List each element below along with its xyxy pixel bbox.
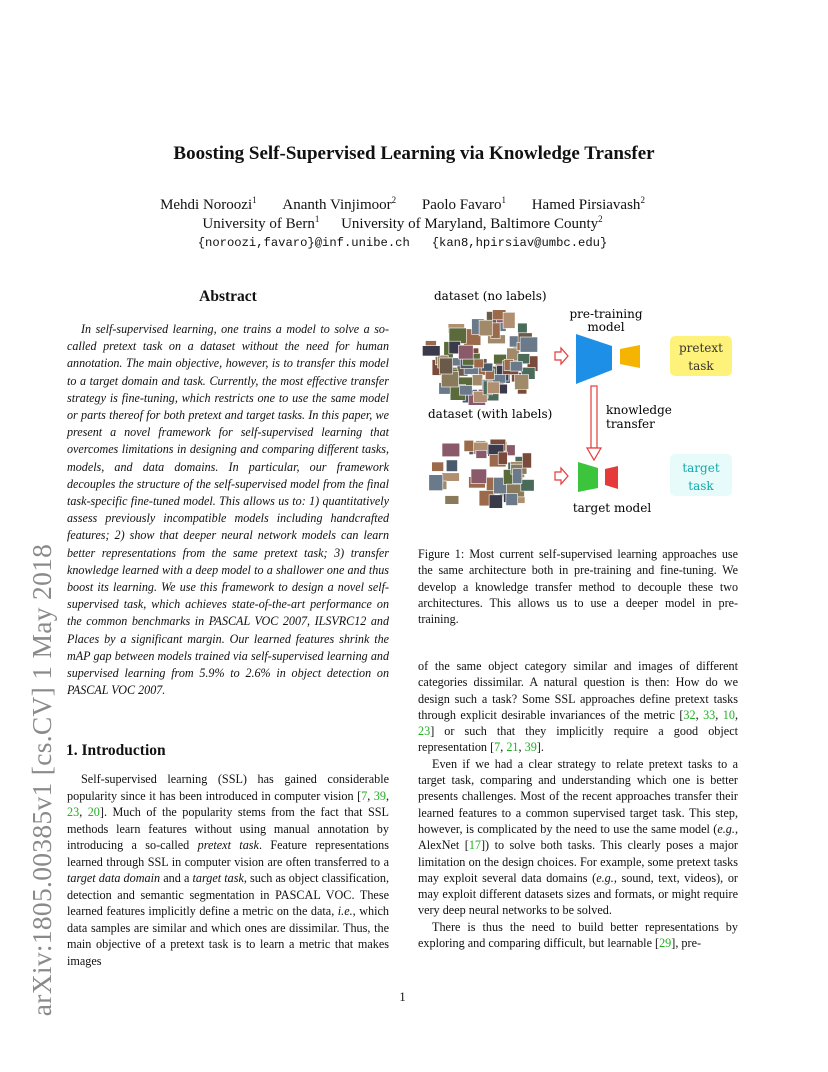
citation-link[interactable]: 32 <box>683 707 696 722</box>
thumbnail-image <box>487 382 499 394</box>
author: Hamed Pirsiavash$^2$ <box>531 195 645 213</box>
citation-link[interactable]: 7 <box>494 740 501 755</box>
citation-link[interactable]: 23 <box>67 805 80 819</box>
knowledge-transfer-arrow-icon <box>591 386 597 448</box>
thumbnail-image <box>429 475 443 491</box>
target-task-label: task <box>688 479 714 493</box>
thumbnail-image <box>432 462 444 471</box>
emphasis-text: e.g. <box>717 821 735 836</box>
thumbnail-image <box>476 450 487 458</box>
emphasis-text: target data domain <box>67 871 161 885</box>
thumbnail-image <box>503 312 515 328</box>
thumbnail-image <box>498 452 507 465</box>
abstract-text: In self-supervised learning, one trains a model to solve a so-called pretext task on a dataset without the need for human annotation. The main objective, however, is to transfer this model to a target domain and task. Currently, the most effective transfer strategy is fine-tuning, which restricts one to use the same model or parts thereof for both pretext and target tasks. In this paper, we present a novel framework for self-supervised learning that overcomes limitations in designing and comparing different tasks, models, and data domains. In particular, our framework decouples the structure of the self-supervised model from the final task-specific fine-tuned model. This allows us to: 1) quantitatively assess previously incompatible models including handcrafted features; 2) show that deeper neural network models can learn better representations from the same pretext task; 3) transfer knowledge learned with a deep model to a shallower one and thus boost its learning. We use this framework to design a novel self-supervised task, which achieves state-of-the-art performance on the common benchmarks in PASCAL VOC 2007, ILSVRC12 and Places by a significant margin. Our learned features shrink the mAP gap between models trained via self-supervised learning and supervised learning from 5.9% to 2.6% in object detection on PASCAL VOC 2007. <box>67 322 389 698</box>
pretext-head-shape <box>620 345 640 368</box>
thumbnail-image <box>521 480 534 492</box>
pretraining-network-shape <box>576 334 612 384</box>
introduction-heading: 1. Introduction <box>66 742 166 759</box>
abstract-heading: Abstract <box>199 288 257 305</box>
dataset-with-labels-label: dataset (with labels) <box>428 407 553 421</box>
thumbnail-image <box>464 440 474 451</box>
thumbnail-image <box>446 460 457 472</box>
thumbnail-image <box>520 337 538 352</box>
thumbnail-image <box>479 320 492 336</box>
affiliation: University of Maryland, Baltimore County$^2$ <box>341 214 603 232</box>
introduction-paragraph: Self-supervised learning (SSL) has gained considerable popularity since it has been introduced in computer vision [7, 39, 23, 20]. Much of the popularity stems from the fact that SSL methods learn features without using manual annotation by introducing a so-called pretext task. Feature representations learned through SSL in computer vision are often transferred to a target data domain and a target task, such as object classification, detection and semantic segmentation in PASCAL VOC. These learned features implicitly define a metric on the data, i.e., which data samples are similar and which ones are dissimilar. Thus, the main objective of a pretext task is to learn a metric that makes images <box>67 772 390 968</box>
input-arrow-icon <box>555 468 568 484</box>
knowledge-transfer-label: transfer <box>606 417 655 431</box>
pretraining-model-label: model <box>587 320 625 334</box>
unlabeled-image-collage <box>422 310 538 406</box>
author-list <box>0 195 805 214</box>
emphasis-text: pretext task <box>197 838 259 852</box>
citation-link[interactable]: 17 <box>468 838 481 853</box>
pretext-task-label: task <box>688 359 714 373</box>
target-head-shape <box>605 466 618 489</box>
figure-1-diagram <box>420 286 740 526</box>
thumbnail-image <box>442 473 460 482</box>
citation-link[interactable]: 33 <box>703 707 716 722</box>
author-emails: {noroozi,favaro}@inf.unibe.ch {kan8,hpirsiav@umbc.edu} <box>197 236 608 250</box>
pretraining-model-label: pre-training <box>569 307 643 321</box>
thumbnail-image <box>442 443 460 457</box>
arxiv-identifier-stamp: arXiv:1805.00385v1 [cs.CV] 1 May 2018 <box>26 543 57 1017</box>
thumbnail-image <box>460 385 473 395</box>
author: Mehdi Noroozi$^1$ <box>160 195 257 213</box>
target-task-label: target <box>682 461 720 475</box>
affiliation: University of Bern$^1$ <box>202 214 320 232</box>
labeled-image-collage <box>429 439 534 508</box>
pretext-task-label: pretext <box>678 341 724 355</box>
thumbnail-image <box>472 375 483 386</box>
thumbnail-image <box>439 358 452 374</box>
citation-link[interactable]: 20 <box>87 805 100 819</box>
citation-link[interactable]: 39 <box>373 788 386 803</box>
citation-link[interactable]: 23 <box>418 724 431 739</box>
author: Paolo Favaro$^1$ <box>421 195 506 213</box>
introduction-paragraph: There is thus the need to build better representations by exploring and comparing difficult, but learnable [29], pre- <box>418 919 738 951</box>
citation-link[interactable]: 7 <box>361 788 368 803</box>
thumbnail-image <box>471 469 487 484</box>
thumbnail-image <box>515 375 529 390</box>
citation-link[interactable]: 39 <box>524 740 537 755</box>
introduction-paragraph: of the same object category similar and images of different categories dissimilar. A natural question is then: How do we design such a task? Some SSL approaches define pretext tasks through explicit desirable invariances of the metric [32, 33, 10, 23] or such that they implicitly require a good object representation [7, 21, 39]. <box>418 659 739 755</box>
knowledge-transfer-label: knowledge <box>606 403 672 417</box>
introduction-right-column <box>418 658 738 951</box>
thumbnail-image <box>506 494 518 506</box>
target-model-label: target model <box>572 501 652 515</box>
thumbnail-image <box>422 346 440 356</box>
thumbnail-image <box>489 495 502 509</box>
citation-link[interactable]: 10 <box>722 707 735 722</box>
dataset-no-labels-label: dataset (no labels) <box>434 289 547 303</box>
thumbnail-image <box>522 453 531 468</box>
figure-1-caption: Figure 1: Most current self-supervised learning approaches use the same architecture both in pre-training and fine-tuning. We develop a knowledge transfer method to decouple these two architectures. This allows us to use a deeper model in pre-training. <box>418 547 738 627</box>
target-network-shape <box>578 462 598 492</box>
thumbnail-image <box>510 362 522 372</box>
emphasis-text: e.g. <box>596 870 614 885</box>
introduction-paragraph: Even if we had a clear strategy to relate pretext tasks to a target task, comparing and understanding which one is better presents challenges. Most of the recent approaches transfer their learned features to a common supervised target task. This step, however, is complicated by the need to use the same model (e.g., AlexNet [17]) to solve both tasks. This clearly poses a major limitation on the design choices. For example, some pretext tasks may exploit several data domains (e.g., sound, text, videos), or may exploit different datasets sizes and formats, or might require very deep neural networks to be solved. <box>418 756 738 918</box>
thumbnail-image <box>474 359 484 368</box>
input-arrow-icon <box>555 348 568 364</box>
thumbnail-image <box>513 469 522 484</box>
emphasis-text: i.e. <box>337 904 353 918</box>
paper-title: Boosting Self-Supervised Learning via Knowledge Transfer <box>173 143 655 164</box>
knowledge-transfer-arrowhead-icon <box>587 448 601 460</box>
citation-link[interactable]: 21 <box>506 740 519 755</box>
affiliation-list <box>0 214 805 233</box>
thumbnail-image <box>445 496 459 505</box>
author: Ananth Vinjimoor$^2$ <box>282 195 397 213</box>
emphasis-text: target task <box>192 871 244 885</box>
page-number: 1 <box>399 990 406 1004</box>
thumbnail-image <box>459 345 474 359</box>
citation-link[interactable]: 29 <box>659 936 672 951</box>
